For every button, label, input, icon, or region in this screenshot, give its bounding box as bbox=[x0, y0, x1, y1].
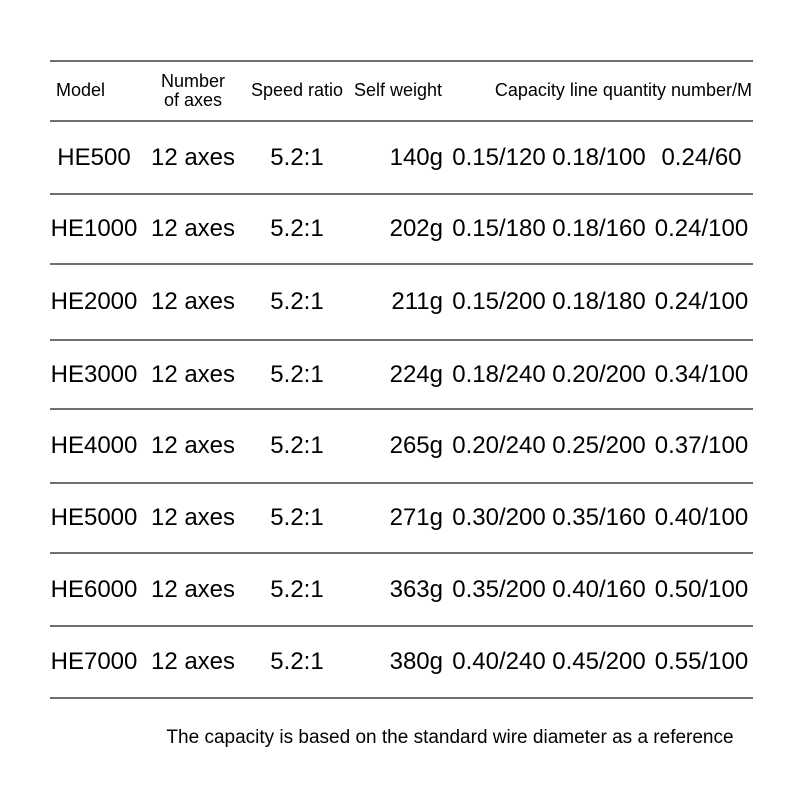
cell-weight: 140g bbox=[389, 143, 443, 171]
cell-capacity-3: 0.24/60 bbox=[661, 143, 742, 171]
cell-model: HE500 bbox=[57, 143, 131, 171]
cell-model: HE3000 bbox=[50, 360, 138, 388]
cell-axes: 12 axes bbox=[150, 360, 236, 388]
cell-ratio: 5.2:1 bbox=[270, 360, 324, 388]
table-row-he3000 bbox=[50, 341, 753, 410]
cell-capacity-3: 0.24/100 bbox=[654, 288, 749, 316]
header-capacity: Capacity line quantity number/M bbox=[494, 80, 752, 101]
cell-model: HE7000 bbox=[50, 648, 138, 676]
capacity-reference-note: The capacity is based on the standard wire diameter as a reference bbox=[166, 727, 734, 748]
cell-capacity-1: 0.40/240 bbox=[452, 648, 546, 676]
table-row-he500 bbox=[50, 122, 753, 195]
cell-ratio: 5.2:1 bbox=[270, 143, 324, 171]
cell-axes: 12 axes bbox=[150, 432, 236, 460]
table-row-he6000 bbox=[50, 554, 753, 627]
table-row-he5000 bbox=[50, 484, 753, 554]
cell-capacity-2: 0.18/160 bbox=[552, 215, 646, 243]
cell-weight: 211g bbox=[391, 288, 443, 316]
cell-ratio: 5.2:1 bbox=[270, 288, 324, 316]
cell-model: HE4000 bbox=[50, 432, 138, 460]
header-number-of-axes bbox=[138, 72, 248, 110]
cell-capacity-1: 0.18/240 bbox=[452, 360, 546, 388]
cell-weight: 224g bbox=[389, 360, 443, 388]
cell-weight: 265g bbox=[389, 432, 443, 460]
header-model: Model bbox=[56, 80, 106, 101]
spec-table bbox=[50, 60, 753, 699]
cell-ratio: 5.2:1 bbox=[270, 432, 324, 460]
cell-capacity-2: 0.40/160 bbox=[552, 575, 646, 603]
cell-weight: 271g bbox=[389, 504, 443, 532]
cell-ratio: 5.2:1 bbox=[270, 575, 324, 603]
cell-capacity-1: 0.30/200 bbox=[452, 504, 546, 532]
cell-axes: 12 axes bbox=[150, 215, 236, 243]
table-row-he1000 bbox=[50, 195, 753, 265]
cell-axes: 12 axes bbox=[150, 575, 236, 603]
cell-axes: 12 axes bbox=[150, 288, 236, 316]
cell-model: HE1000 bbox=[50, 215, 138, 243]
cell-ratio: 5.2:1 bbox=[270, 648, 324, 676]
table-header-row bbox=[50, 62, 753, 122]
cell-ratio: 5.2:1 bbox=[270, 504, 324, 532]
cell-axes: 12 axes bbox=[150, 648, 236, 676]
cell-model: HE2000 bbox=[50, 288, 138, 316]
header-speed-ratio: Speed ratio bbox=[250, 80, 344, 101]
cell-capacity-2: 0.20/200 bbox=[552, 360, 646, 388]
header-number-of-axes-line2: of axes bbox=[163, 90, 223, 110]
cell-capacity-2: 0.25/200 bbox=[552, 432, 646, 460]
cell-capacity-1: 0.20/240 bbox=[452, 432, 546, 460]
cell-capacity-1: 0.15/120 bbox=[452, 143, 546, 171]
cell-weight: 202g bbox=[389, 215, 443, 243]
cell-capacity-3: 0.40/100 bbox=[654, 504, 749, 532]
table-row-he7000 bbox=[50, 627, 753, 699]
cell-axes: 12 axes bbox=[150, 143, 236, 171]
table-row-he2000 bbox=[50, 265, 753, 341]
header-self-weight: Self weight bbox=[353, 80, 443, 101]
cell-capacity-1: 0.35/200 bbox=[452, 575, 546, 603]
cell-model: HE5000 bbox=[50, 504, 138, 532]
cell-capacity-1: 0.15/180 bbox=[452, 215, 546, 243]
table-row-he4000 bbox=[50, 410, 753, 484]
cell-capacity-3: 0.37/100 bbox=[654, 432, 749, 460]
cell-capacity-1: 0.15/200 bbox=[452, 288, 546, 316]
cell-capacity-2: 0.18/100 bbox=[552, 143, 646, 171]
cell-weight: 363g bbox=[389, 575, 443, 603]
cell-capacity-3: 0.55/100 bbox=[654, 648, 749, 676]
cell-model: HE6000 bbox=[50, 575, 138, 603]
cell-axes: 12 axes bbox=[150, 504, 236, 532]
cell-capacity-2: 0.45/200 bbox=[552, 648, 646, 676]
cell-capacity-3: 0.24/100 bbox=[654, 215, 749, 243]
cell-capacity-3: 0.34/100 bbox=[654, 360, 749, 388]
cell-capacity-3: 0.50/100 bbox=[654, 575, 749, 603]
cell-ratio: 5.2:1 bbox=[270, 215, 324, 243]
cell-capacity-2: 0.18/180 bbox=[552, 288, 646, 316]
cell-weight: 380g bbox=[389, 648, 443, 676]
header-number-of-axes-line1: Number bbox=[160, 70, 226, 91]
cell-capacity-2: 0.35/160 bbox=[552, 504, 646, 532]
